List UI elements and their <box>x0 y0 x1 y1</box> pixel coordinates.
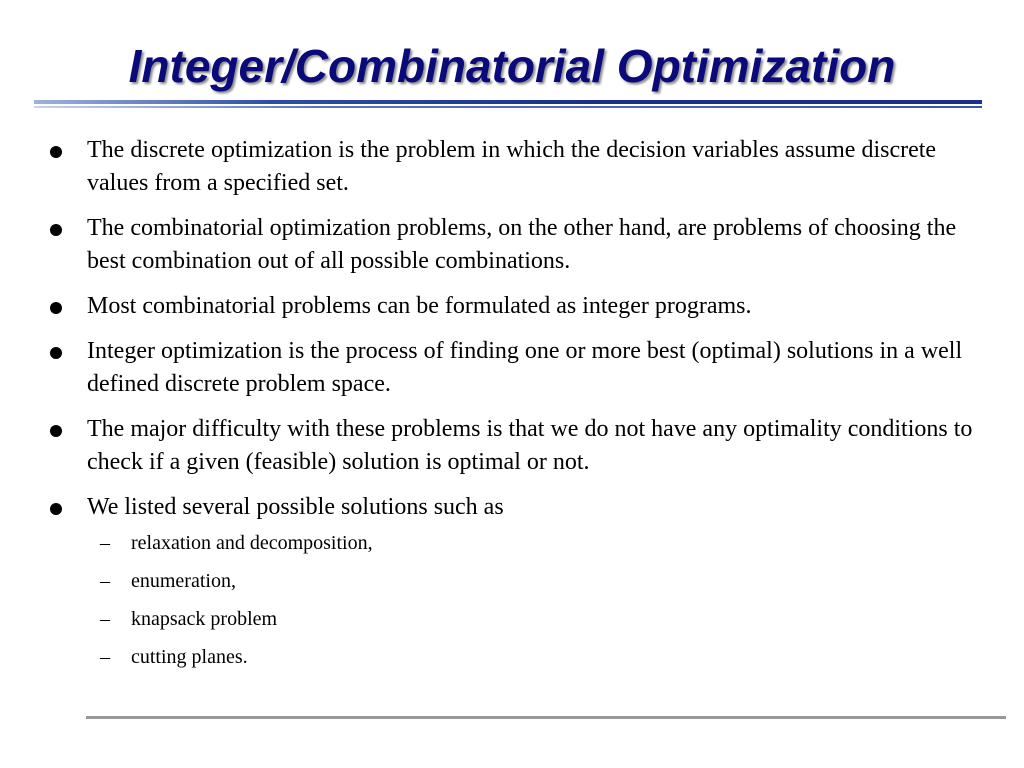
footer-divider <box>86 716 1006 719</box>
bullet-text: Integer optimization is the process of finding one or more best (optimal) solutions in a well defined discrete problem space. <box>87 338 963 397</box>
bullet-dot-icon <box>50 347 62 359</box>
sub-bullet-item <box>0 606 1024 633</box>
bullet-dot-icon <box>50 503 62 515</box>
slide-title: Integer/Combinatorial Optimization <box>128 40 896 92</box>
sub-bullet-list <box>0 530 1024 671</box>
bullet-item <box>0 290 1024 323</box>
bullet-dot-icon <box>50 302 62 314</box>
sub-bullet-text: relaxation and decomposition, <box>131 532 373 554</box>
bullet-list <box>0 134 1024 682</box>
sub-bullet-text: knapsack problem <box>131 608 278 630</box>
bullet-text: Most combinatorial problems can be formulated as integer programs. <box>87 293 752 319</box>
bullet-item <box>0 134 1024 200</box>
dash-marker: – <box>100 646 110 668</box>
bullet-text: The discrete optimization is the problem in which the decision variables assume discrete values from a specified set. <box>87 137 937 196</box>
bullet-dot-icon <box>50 146 62 158</box>
bullet-dot-icon <box>50 224 62 236</box>
bullet-item <box>0 491 1024 524</box>
title-underline <box>34 100 982 104</box>
sub-bullet-text: cutting planes. <box>131 646 248 668</box>
title-underline-secondary <box>34 106 982 108</box>
bullet-item <box>0 335 1024 401</box>
dash-marker: – <box>100 608 110 630</box>
bullet-text: The combinatorial optimization problems, on the other hand, are problems of choosing the best combination out of all possible combinations. <box>87 215 957 274</box>
sub-bullet-item <box>0 644 1024 671</box>
dash-marker: – <box>100 532 110 554</box>
bullet-item <box>0 212 1024 278</box>
bullet-item <box>0 413 1024 479</box>
bullet-text: The major difficulty with these problems is that we do not have any optimality conditions to check if a given (feasible) solution is optimal or not. <box>87 416 973 475</box>
dash-marker: – <box>100 570 110 592</box>
sub-bullet-item <box>0 530 1024 557</box>
sub-bullet-item <box>0 568 1024 595</box>
bullet-text: We listed several possible solutions such as <box>87 494 504 520</box>
bullet-dot-icon <box>50 425 62 437</box>
sub-bullet-text: enumeration, <box>131 570 236 592</box>
